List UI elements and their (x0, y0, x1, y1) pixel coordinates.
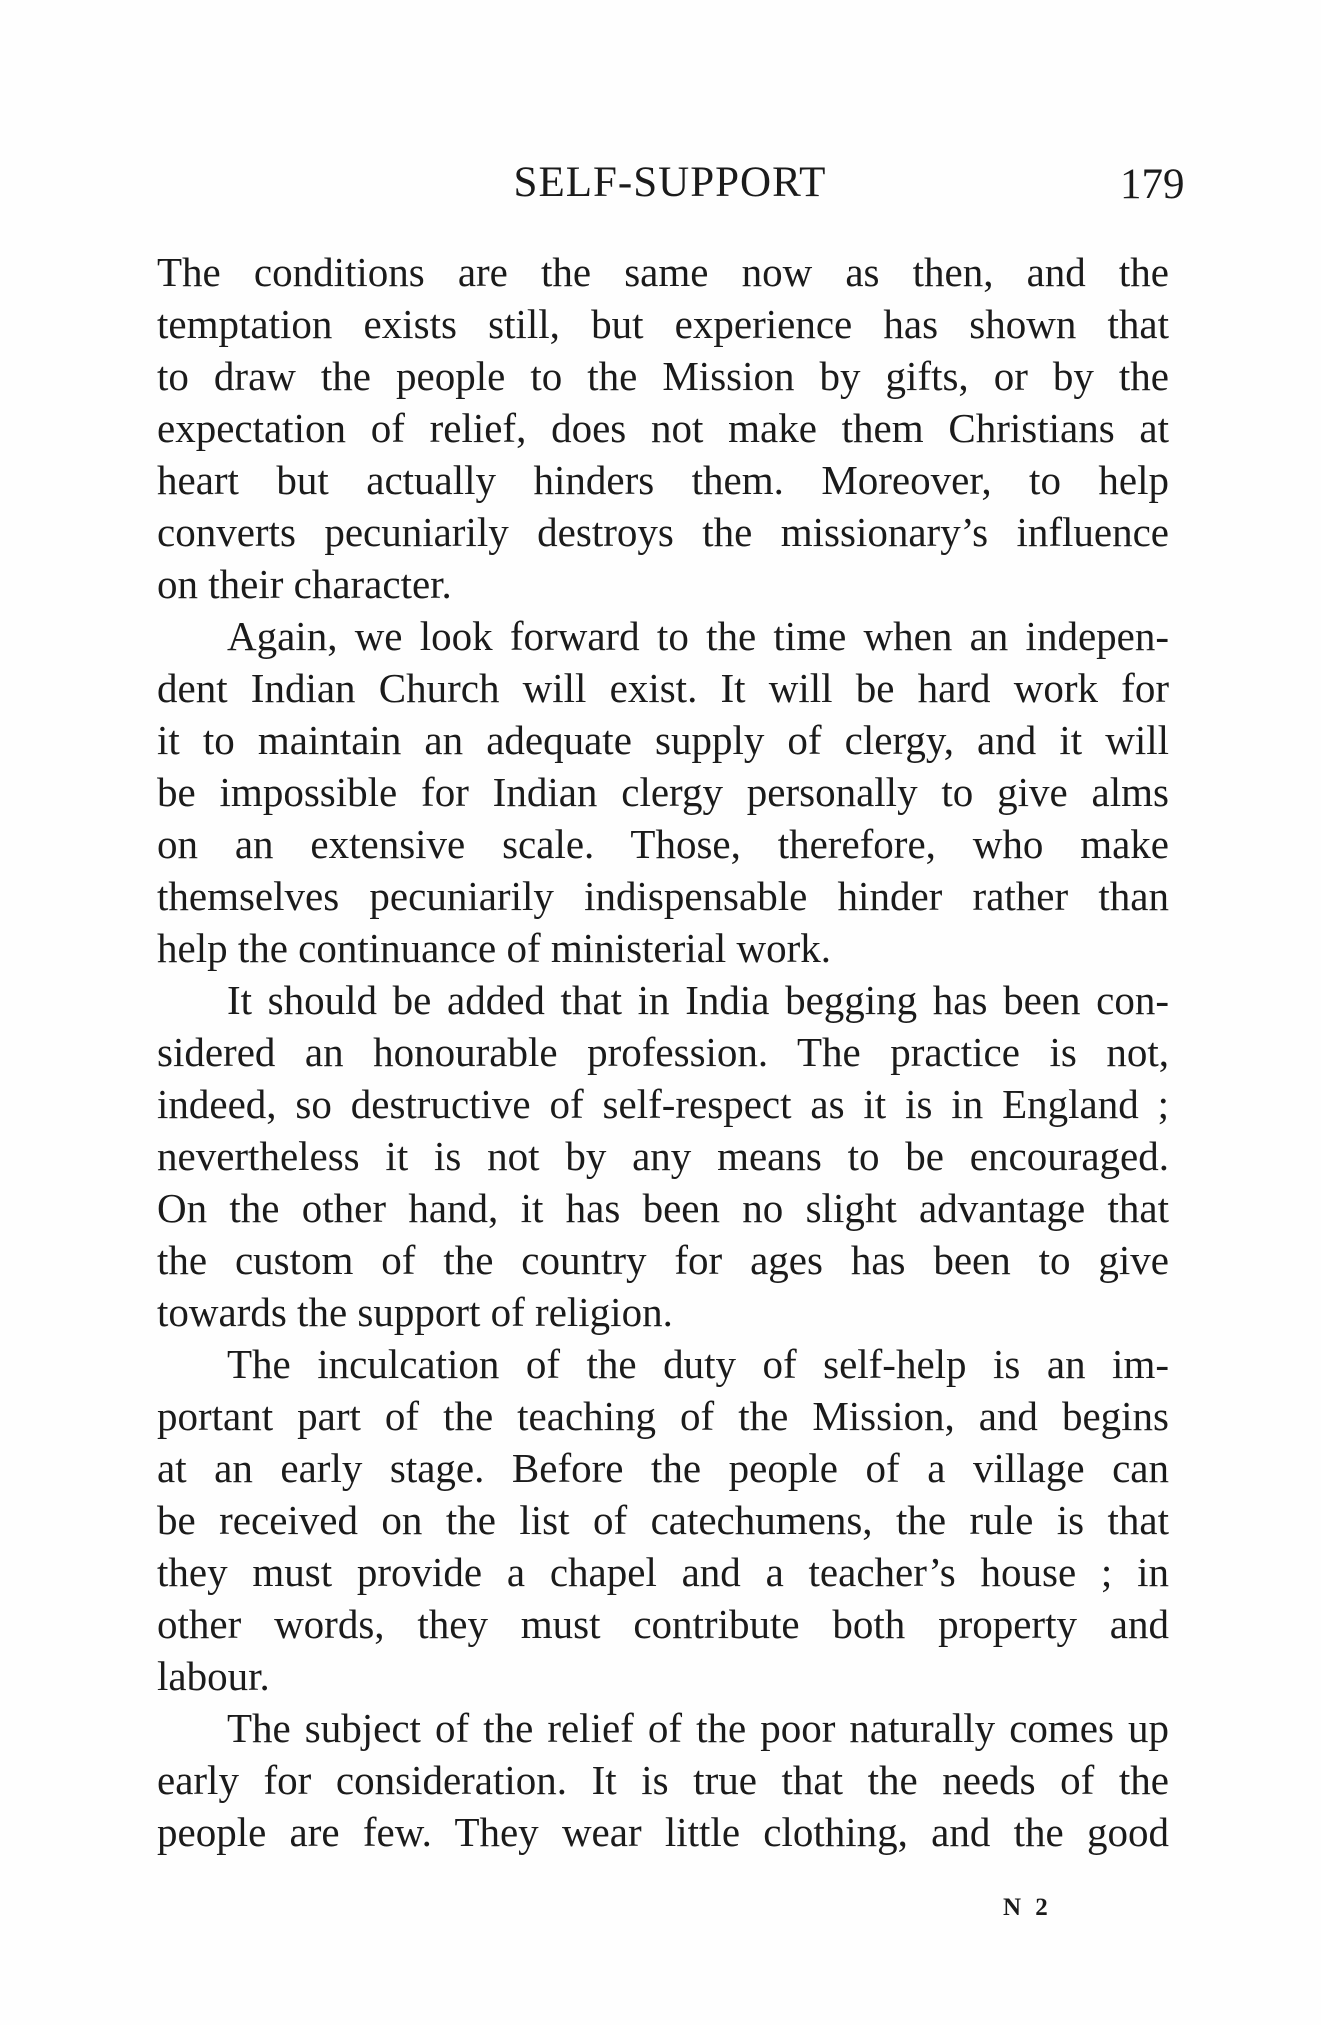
body-text (157, 246, 1169, 1858)
text-line: nevertheless it is not by any means to be encouraged. (157, 1133, 1169, 1179)
text-line: on an extensive scale. Those, therefore, who make (157, 821, 1169, 867)
text-line: other words, they must contribute both property and (157, 1601, 1169, 1647)
text-line: be impossible for Indian clergy personally to give alms (157, 769, 1169, 815)
paragraph (157, 610, 1169, 974)
text-line: on their character. (157, 561, 452, 607)
text-line: they must provide a chapel and a teacher’s house ; in (157, 1549, 1169, 1595)
text-line: sidered an honourable profession. The practice is not, (157, 1029, 1169, 1075)
text-line: help the continuance of ministerial work. (157, 925, 832, 971)
text-line: it to maintain an adequate supply of clergy, and it will (157, 717, 1169, 763)
text-line: early for consideration. It is true that the needs of the (157, 1757, 1169, 1803)
text-line: themselves pecuniarily indispensable hinder rather than (157, 873, 1169, 919)
text-line: Again, we look forward to the time when an indepen- (227, 613, 1169, 659)
text-line: It should be added that in India begging has been con- (227, 977, 1169, 1023)
page-header (0, 158, 1321, 218)
text-line: labour. (157, 1653, 270, 1699)
text-line: The inculcation of the duty of self-help is an im- (227, 1341, 1169, 1387)
paragraph (157, 246, 1169, 610)
text-line: to draw the people to the Mission by gifts, or by the (157, 353, 1169, 399)
paragraph (157, 1702, 1169, 1858)
text-line: the custom of the country for ages has been to give (157, 1237, 1169, 1283)
paragraph (157, 1338, 1169, 1702)
text-line: portant part of the teaching of the Mission, and begins (157, 1393, 1169, 1439)
page-number: 179 (1120, 161, 1185, 208)
text-line: people are few. They wear little clothing, and the good (157, 1809, 1169, 1855)
text-line: The subject of the relief of the poor naturally comes up (227, 1705, 1169, 1751)
text-line: at an early stage. Before the people of a village can (157, 1445, 1169, 1491)
text-line: be received on the list of catechumens, the rule is that (157, 1497, 1169, 1543)
text-line: heart but actually hinders them. Moreover, to help (157, 457, 1169, 503)
text-line: dent Indian Church will exist. It will be hard work for (157, 665, 1169, 711)
paragraph (157, 974, 1169, 1338)
text-line: indeed, so destructive of self-respect as it is in England ; (157, 1081, 1169, 1127)
text-line: temptation exists still, but experience has shown that (157, 301, 1169, 347)
running-title: SELF-SUPPORT (513, 159, 827, 206)
text-line: On the other hand, it has been no slight advantage that (157, 1185, 1169, 1231)
signature-mark: N 2 (1003, 1894, 1052, 1921)
text-line: towards the support of religion. (157, 1289, 673, 1335)
text-line: The conditions are the same now as then, and the (157, 249, 1169, 295)
text-line: converts pecuniarily destroys the missionary’s influence (157, 509, 1169, 555)
text-line: expectation of relief, does not make them Christians at (157, 405, 1169, 451)
